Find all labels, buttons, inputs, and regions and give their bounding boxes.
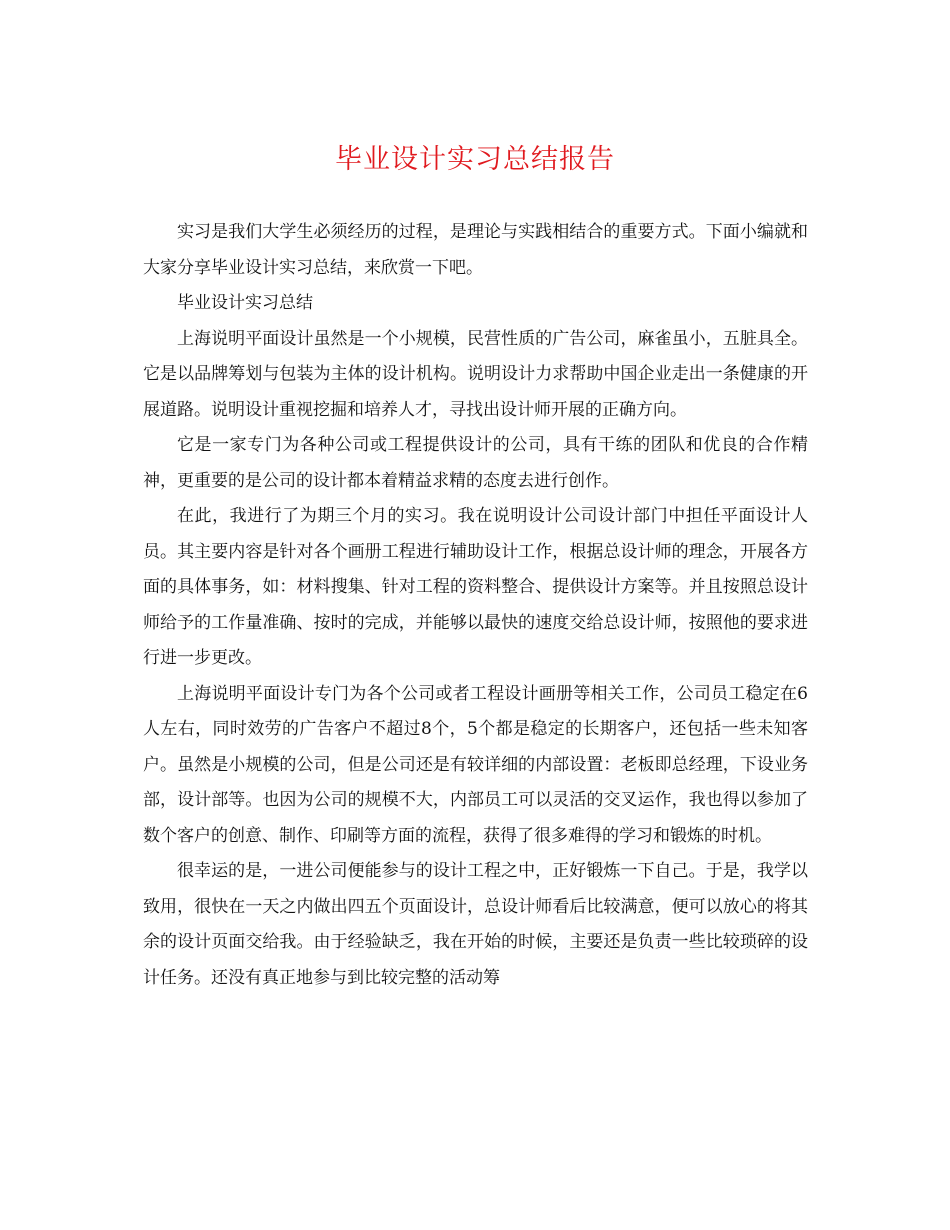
paragraph-intro: 实习是我们大学生必须经历的过程，是理论与实践相结合的重要方式。下面小编就和大家分享毕业设计实习总结，来欣赏一下吧。 <box>143 222 808 278</box>
paragraph-first-project: 很幸运的是，一进公司便能参与的设计工程之中，正好锻炼一下自己。于是，我学以致用，很快在一天之内做出四五个页面设计，总设计师看后比较满意，便可以放心的将其余的设计页面交给我。由于经验缺乏，我在开始的时候，主要还是负责一些比较琐碎的设计任务。还没有真正地参与到比较完整的活动筹 <box>143 861 808 988</box>
paragraph-company-structure: 上海说明平面设计专门为各个公司或者工程设计画册等相关工作，公司员工稳定在6人左右，同时效劳的广告客户不超过8个，5个都是稳定的长期客户，还包括一些未知客户。虽然是小规模的公司，但是公司还是有较详细的内部设置：老板即总经理，下设业务部，设计部等。也因为公司的规模不大，内部员工可以灵活的交叉运作，我也得以参加了数个客户的创意、制作、印刷等方面的流程，获得了很多难得的学习和锻炼的时机。 <box>143 683 808 846</box>
document-title: 毕业设计实习总结报告 <box>335 144 615 175</box>
paragraph-company-team: 它是一家专门为各种公司或工程提供设计的公司，具有干练的团队和优良的合作精神，更重要的是公司的设计都本着精益求精的态度去进行创作。 <box>143 435 808 491</box>
paragraph-internship-duties: 在此，我进行了为期三个月的实习。我在说明设计公司设计部门中担任平面设计人员。其主要内容是针对各个画册工程进行辅助设计工作，根据总设计师的理念，开展各方面的具体事务，如：材料搜集、针对工程的资料整合、提供设计方案等。并且按照总设计师给予的工作量准确、按时的完成，并能够以最快的速度交给总设计师，按照他的要求进行进一步更改。 <box>143 506 808 668</box>
section-heading: 毕业设计实习总结 <box>177 293 313 313</box>
paragraph-company-overview: 上海说明平面设计虽然是一个小规模，民营性质的广告公司，麻雀虽小，五脏具全。它是以品牌筹划与包装为主体的设计机构。说明设计力求帮助中国企业走出一条健康的开展道路。说明设计重视挖掘和培养人才，寻找出设计师开展的正确方向。 <box>143 328 808 420</box>
document-body <box>143 215 808 996</box>
